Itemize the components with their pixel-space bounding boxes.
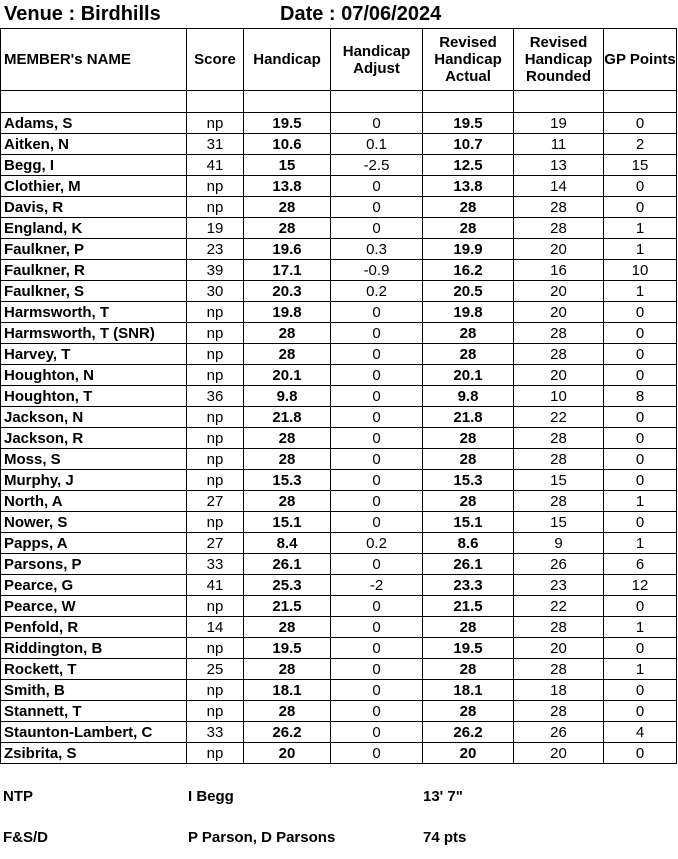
member-handicap-adjust: 0 [331,407,423,428]
member-revised-actual: 19.5 [423,638,514,659]
member-score: 41 [187,155,244,176]
member-revised-actual: 15.3 [423,470,514,491]
member-name: Staunton-Lambert, C [1,722,187,743]
member-handicap-adjust: 0 [331,323,423,344]
results-table [0,28,677,764]
member-score: 36 [187,386,244,407]
table-row [1,428,677,449]
member-score: 27 [187,533,244,554]
member-handicap: 13.8 [244,176,331,197]
member-revised-actual: 18.1 [423,680,514,701]
member-name: Stannett, T [1,701,187,722]
member-handicap-adjust: 0 [331,617,423,638]
member-handicap: 28 [244,197,331,218]
member-score: np [187,470,244,491]
member-handicap-adjust: 0 [331,365,423,386]
column-header-revised-rounded: Revised Handicap Rounded [514,29,604,91]
table-row [1,743,677,764]
member-revised-actual: 10.7 [423,134,514,155]
member-revised-actual: 28 [423,323,514,344]
member-revised-rounded: 19 [514,113,604,134]
member-gp-points: 0 [604,197,677,218]
table-row [1,239,677,260]
member-gp-points: 0 [604,449,677,470]
member-handicap-adjust: 0 [331,743,423,764]
member-revised-actual: 28 [423,701,514,722]
member-handicap-adjust: 0 [331,680,423,701]
member-handicap: 9.8 [244,386,331,407]
member-name: Faulkner, S [1,281,187,302]
member-score: 39 [187,260,244,281]
member-revised-rounded: 20 [514,638,604,659]
column-header-gp-points: GP Points [604,29,677,91]
member-handicap: 21.5 [244,596,331,617]
member-handicap: 15 [244,155,331,176]
member-revised-actual: 8.6 [423,533,514,554]
ntp-name: I Begg [188,788,234,805]
member-name: Aitken, N [1,134,187,155]
member-revised-rounded: 28 [514,218,604,239]
table-row [1,617,677,638]
member-name: Rockett, T [1,659,187,680]
member-score: np [187,701,244,722]
member-score: np [187,365,244,386]
member-gp-points: 12 [604,575,677,596]
member-revised-rounded: 15 [514,512,604,533]
member-score: 14 [187,617,244,638]
member-handicap: 15.1 [244,512,331,533]
column-header-handicap: Handicap [244,29,331,91]
member-name: Harmsworth, T (SNR) [1,323,187,344]
member-revised-actual: 9.8 [423,386,514,407]
member-handicap: 15.3 [244,470,331,491]
member-score: np [187,638,244,659]
member-handicap: 26.2 [244,722,331,743]
member-handicap: 8.4 [244,533,331,554]
member-score: 31 [187,134,244,155]
member-name: North, A [1,491,187,512]
member-handicap: 25.3 [244,575,331,596]
table-row [1,407,677,428]
column-header-name: MEMBER's NAME [1,29,187,91]
member-name: Nower, S [1,512,187,533]
member-revised-rounded: 22 [514,596,604,617]
ntp-label: NTP [3,788,33,805]
member-score: np [187,449,244,470]
fsd-name: P Parson, D Parsons [188,829,336,846]
member-revised-actual: 23.3 [423,575,514,596]
sheet-header [2,2,678,28]
member-handicap-adjust: 0 [331,449,423,470]
member-handicap-adjust: 0 [331,113,423,134]
member-score: np [187,113,244,134]
table-row [1,365,677,386]
member-name: Riddington, B [1,638,187,659]
member-gp-points: 0 [604,365,677,386]
member-handicap: 20.3 [244,281,331,302]
member-gp-points: 1 [604,281,677,302]
member-revised-rounded: 20 [514,239,604,260]
member-revised-actual: 28 [423,491,514,512]
member-revised-actual: 19.8 [423,302,514,323]
member-gp-points: 1 [604,239,677,260]
column-header-adjust: Handicap Adjust [331,29,423,91]
column-header-revised-actual: Revised Handicap Actual [423,29,514,91]
member-handicap-adjust: -2.5 [331,155,423,176]
member-name: Faulkner, P [1,239,187,260]
member-handicap: 19.6 [244,239,331,260]
member-revised-actual: 28 [423,218,514,239]
member-score: 33 [187,554,244,575]
member-name: Begg, I [1,155,187,176]
table-row [1,260,677,281]
member-handicap-adjust: 0 [331,659,423,680]
member-gp-points: 0 [604,407,677,428]
member-revised-actual: 19.5 [423,113,514,134]
member-gp-points: 8 [604,386,677,407]
table-row [1,155,677,176]
member-gp-points: 0 [604,638,677,659]
member-revised-rounded: 28 [514,491,604,512]
member-handicap-adjust: 0 [331,470,423,491]
member-handicap-adjust: 0.2 [331,533,423,554]
member-revised-rounded: 20 [514,302,604,323]
member-revised-actual: 28 [423,428,514,449]
member-score: np [187,323,244,344]
table-row [1,176,677,197]
member-handicap: 10.6 [244,134,331,155]
member-handicap-adjust: 0.3 [331,239,423,260]
table-row [1,575,677,596]
member-revised-actual: 28 [423,617,514,638]
member-handicap: 18.1 [244,680,331,701]
member-revised-actual: 26.1 [423,554,514,575]
member-handicap: 19.8 [244,302,331,323]
member-name: Murphy, J [1,470,187,491]
table-row [1,281,677,302]
member-gp-points: 1 [604,659,677,680]
member-revised-actual: 19.9 [423,239,514,260]
member-gp-points: 1 [604,491,677,512]
member-handicap-adjust: 0 [331,386,423,407]
table-row [1,386,677,407]
member-name: Clothier, M [1,176,187,197]
table-row [1,512,677,533]
member-revised-rounded: 28 [514,428,604,449]
member-revised-rounded: 15 [514,470,604,491]
member-revised-actual: 20 [423,743,514,764]
member-revised-rounded: 13 [514,155,604,176]
member-gp-points: 0 [604,680,677,701]
column-header-score: Score [187,29,244,91]
member-score: np [187,176,244,197]
member-revised-actual: 26.2 [423,722,514,743]
member-gp-points: 0 [604,176,677,197]
table-row [1,701,677,722]
member-gp-points: 0 [604,113,677,134]
table-row [1,197,677,218]
members-body [1,113,677,764]
table-row [1,554,677,575]
member-revised-rounded: 28 [514,659,604,680]
member-handicap-adjust: 0 [331,701,423,722]
member-gp-points: 0 [604,428,677,449]
table-row [1,680,677,701]
member-revised-actual: 20.1 [423,365,514,386]
member-revised-actual: 12.5 [423,155,514,176]
member-name: Faulkner, R [1,260,187,281]
member-handicap: 28 [244,701,331,722]
member-revised-rounded: 23 [514,575,604,596]
member-name: Zsibrita, S [1,743,187,764]
member-score: np [187,743,244,764]
member-handicap: 19.5 [244,638,331,659]
member-gp-points: 0 [604,323,677,344]
member-revised-actual: 16.2 [423,260,514,281]
date-title: Date : 07/06/2024 [280,3,442,25]
member-revised-actual: 28 [423,449,514,470]
member-handicap: 26.1 [244,554,331,575]
member-handicap: 28 [244,449,331,470]
footer-ntp [0,788,676,808]
table-row [1,533,677,554]
member-revised-actual: 28 [423,659,514,680]
venue-title: Venue : Birdhills [4,3,161,25]
ntp-value: 13' 7" [423,788,463,805]
member-handicap-adjust: 0 [331,722,423,743]
member-revised-actual: 21.8 [423,407,514,428]
member-score: 27 [187,491,244,512]
member-name: Pearce, W [1,596,187,617]
table-row [1,659,677,680]
table-row [1,323,677,344]
table-row [1,722,677,743]
member-revised-rounded: 18 [514,680,604,701]
member-handicap-adjust: 0.2 [331,281,423,302]
table-row [1,134,677,155]
member-score: np [187,512,244,533]
member-handicap-adjust: 0 [331,176,423,197]
member-revised-rounded: 20 [514,365,604,386]
member-name: Penfold, R [1,617,187,638]
member-score: np [187,302,244,323]
member-revised-rounded: 28 [514,323,604,344]
member-handicap: 28 [244,491,331,512]
member-gp-points: 15 [604,155,677,176]
member-gp-points: 1 [604,617,677,638]
member-revised-rounded: 10 [514,386,604,407]
member-revised-rounded: 28 [514,344,604,365]
fsd-label: F&S/D [3,829,48,846]
member-handicap: 28 [244,323,331,344]
member-handicap-adjust: -2 [331,575,423,596]
member-revised-actual: 21.5 [423,596,514,617]
table-row [1,113,677,134]
member-revised-rounded: 28 [514,701,604,722]
table-row [1,449,677,470]
member-revised-rounded: 28 [514,449,604,470]
member-handicap-adjust: 0 [331,596,423,617]
member-name: Harvey, T [1,344,187,365]
member-name: Houghton, N [1,365,187,386]
member-revised-rounded: 26 [514,554,604,575]
member-revised-rounded: 20 [514,281,604,302]
member-gp-points: 0 [604,512,677,533]
member-gp-points: 0 [604,302,677,323]
member-name: Papps, A [1,533,187,554]
member-handicap-adjust: 0 [331,512,423,533]
member-gp-points: 6 [604,554,677,575]
member-score: np [187,344,244,365]
member-handicap-adjust: 0 [331,197,423,218]
member-revised-rounded: 20 [514,743,604,764]
member-score: 19 [187,218,244,239]
member-revised-rounded: 28 [514,617,604,638]
header-row [1,29,677,91]
member-handicap: 28 [244,428,331,449]
member-gp-points: 10 [604,260,677,281]
member-score: np [187,197,244,218]
member-gp-points: 0 [604,743,677,764]
member-handicap: 28 [244,617,331,638]
table-row [1,470,677,491]
member-name: Parsons, P [1,554,187,575]
table-row [1,596,677,617]
member-handicap-adjust: 0 [331,428,423,449]
member-name: Houghton, T [1,386,187,407]
member-gp-points: 0 [604,701,677,722]
member-revised-rounded: 16 [514,260,604,281]
member-handicap: 28 [244,218,331,239]
fsd-value: 74 pts [423,829,467,846]
member-gp-points: 0 [604,596,677,617]
member-handicap-adjust: 0 [331,302,423,323]
member-gp-points: 1 [604,218,677,239]
member-handicap: 19.5 [244,113,331,134]
table-row [1,344,677,365]
footer-fsd [0,829,676,849]
member-handicap: 20 [244,743,331,764]
member-score: 25 [187,659,244,680]
member-score: np [187,407,244,428]
member-revised-actual: 28 [423,197,514,218]
member-name: Jackson, N [1,407,187,428]
member-revised-rounded: 11 [514,134,604,155]
member-gp-points: 1 [604,533,677,554]
member-score: np [187,680,244,701]
member-gp-points: 0 [604,470,677,491]
table-row [1,218,677,239]
member-handicap-adjust: 0 [331,638,423,659]
member-revised-rounded: 22 [514,407,604,428]
member-score: 30 [187,281,244,302]
member-revised-actual: 28 [423,344,514,365]
member-name: Jackson, R [1,428,187,449]
member-handicap-adjust: -0.9 [331,260,423,281]
member-handicap: 28 [244,344,331,365]
member-score: 41 [187,575,244,596]
member-gp-points: 2 [604,134,677,155]
member-name: Adams, S [1,113,187,134]
member-name: Smith, B [1,680,187,701]
table-row [1,638,677,659]
blank-row [1,91,677,113]
member-revised-rounded: 9 [514,533,604,554]
member-gp-points: 4 [604,722,677,743]
member-score: 33 [187,722,244,743]
member-handicap-adjust: 0 [331,344,423,365]
member-revised-actual: 15.1 [423,512,514,533]
member-name: Moss, S [1,449,187,470]
member-name: Harmsworth, T [1,302,187,323]
member-name: Davis, R [1,197,187,218]
member-handicap: 21.8 [244,407,331,428]
member-revised-rounded: 28 [514,197,604,218]
member-handicap-adjust: 0 [331,218,423,239]
member-handicap: 20.1 [244,365,331,386]
member-revised-actual: 20.5 [423,281,514,302]
member-handicap: 28 [244,659,331,680]
member-score: np [187,596,244,617]
member-gp-points: 0 [604,344,677,365]
member-revised-actual: 13.8 [423,176,514,197]
member-score: 23 [187,239,244,260]
member-handicap: 17.1 [244,260,331,281]
table-row [1,491,677,512]
table-row [1,302,677,323]
member-score: np [187,428,244,449]
member-handicap-adjust: 0 [331,554,423,575]
member-revised-rounded: 14 [514,176,604,197]
member-handicap-adjust: 0.1 [331,134,423,155]
member-handicap-adjust: 0 [331,491,423,512]
member-name: Pearce, G [1,575,187,596]
member-name: England, K [1,218,187,239]
member-revised-rounded: 26 [514,722,604,743]
